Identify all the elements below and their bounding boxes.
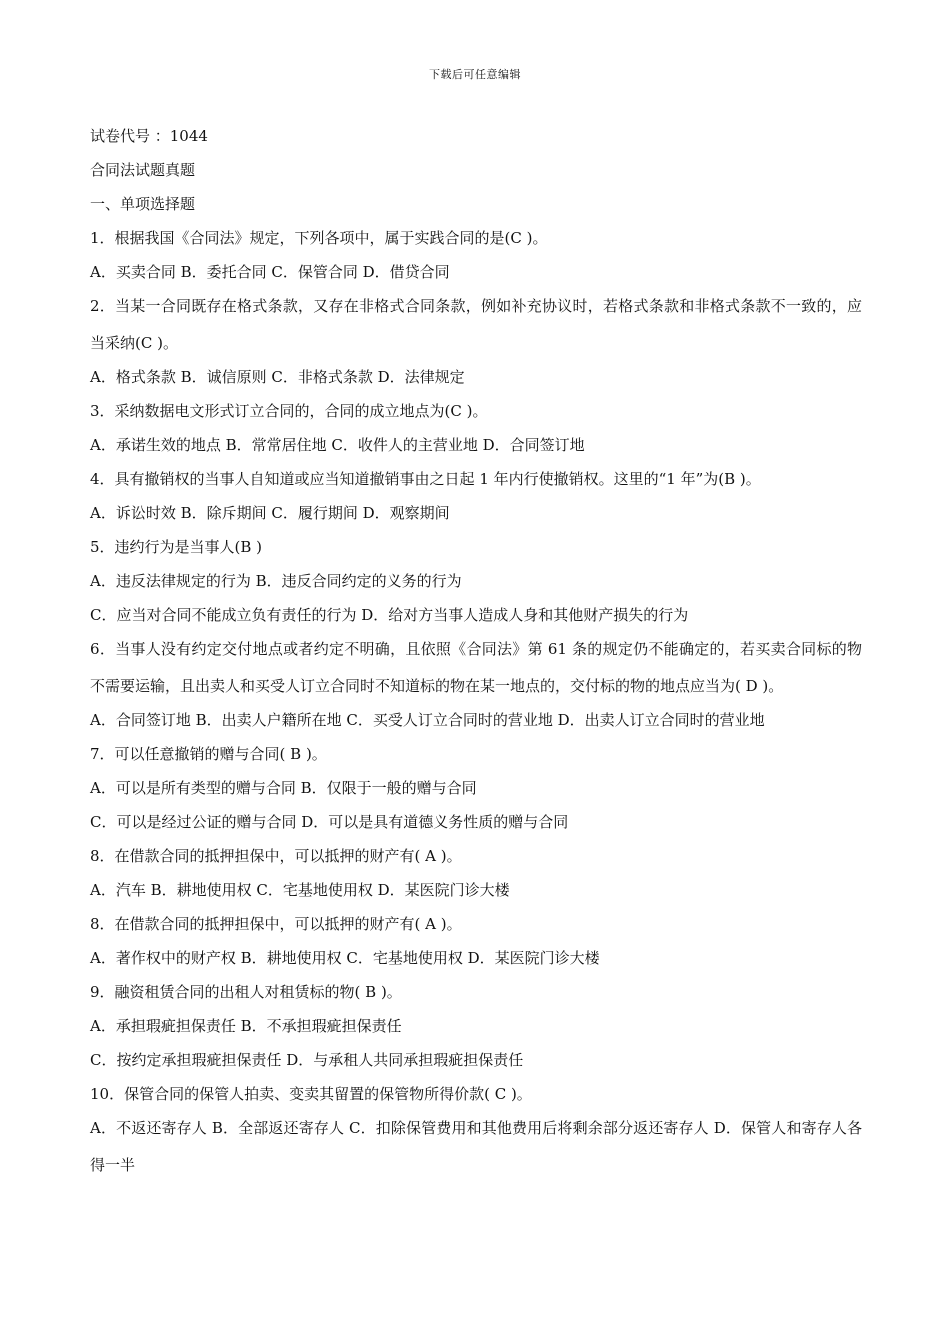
options-1: A．买卖合同 B．委托合同 C．保管合同 D．借贷合同 (90, 263, 450, 281)
options-9b: C．按约定承担瑕疵担保责任 D．与承租人共同承担瑕疵担保责任 (90, 1051, 524, 1069)
question-8b: 8．在借款合同的抵押担保中，可以抵押的财产有( A )。 (90, 915, 462, 933)
exam-code: 试卷代号 ：1044 (90, 127, 208, 145)
question-5: 5．违约行为是当事人(B ) (90, 538, 263, 556)
options-5a: A．违反法律规定的行为 B．违反合同约定的义务的行为 (90, 572, 462, 590)
question-3: 3．采纳数据电文形式订立合同的，合同的成立地点为(C )。 (90, 402, 488, 420)
options-7b: C．可以是经过公证的赠与合同 D．可以是具有道德义务性质的赠与合同 (90, 813, 569, 831)
question-10: 10．保管合同的保管人拍卖、变卖其留置的保管物所得价款( C )。 (90, 1085, 532, 1103)
options-10: A．不返还寄存人 B．全部返还寄存人 C．扣除保管费用和其他费用后将剩余部分返还寄存人 D．保管人和寄存人各得一半 (90, 1119, 862, 1174)
question-4: 4．具有撤销权的当事人自知道或应当知道撤销事由之日起 1 年内行使撤销权。这里的“1 年”为(B )。 (90, 470, 761, 488)
options-8b: A．著作权中的财产权 B．耕地使用权 C．宅基地使用权 D．某医院门诊大楼 (90, 949, 600, 967)
question-7: 7．可以任意撤销的赠与合同( B )。 (90, 745, 327, 763)
question-1: 1．根据我国《合同法》规定，下列各项中，属于实践合同的是(C )。 (90, 229, 548, 247)
options-4: A．诉讼时效 B．除斥期间 C．履行期间 D．观察期间 (90, 504, 450, 522)
question-8a: 8．在借款合同的抵押担保中，可以抵押的财产有( A )。 (90, 847, 462, 865)
page-header-note: 下载后可任意编辑 (429, 68, 521, 81)
question-2: 2．当某一合同既存在格式条款，又存在非格式合同条款，例如补充协议时，若格式条款和非格式条款不一致的，应当采纳(C )。 (90, 297, 862, 352)
options-9a: A．承担瑕疵担保责任 B．不承担瑕疵担保责任 (90, 1017, 402, 1035)
options-5b: C．应当对合同不能成立负有责任的行为 D．给对方当事人造成人身和其他财产损失的行为 (90, 606, 689, 624)
options-8a: A．汽车 B．耕地使用权 C．宅基地使用权 D．某医院门诊大楼 (90, 881, 510, 899)
options-6: A．合同签订地 B．出卖人户籍所在地 C．买受人订立合同时的营业地 D．出卖人订立合同时的营业地 (90, 711, 765, 729)
document-body (90, 124, 862, 1187)
document-title: 合同法试题真题 (90, 161, 196, 179)
options-3: A．承诺生效的地点 B．常常居住地 C．收件人的主营业地 D．合同签订地 (90, 436, 585, 454)
question-6: 6．当事人没有约定交付地点或者约定不明确，且依照《合同法》第 61 条的规定仍不能确定的，若买卖合同标的物不需要运输，且出卖人和买受人订立合同时不知道标的物在某一地点的，交付标的物的地点应当为( D )。 (90, 640, 862, 695)
options-2: A．格式条款 B．诚信原则 C．非格式条款 D．法律规定 (90, 368, 465, 386)
question-9: 9．融资租赁合同的出租人对租赁标的物( B )。 (90, 983, 402, 1001)
options-7a: A．可以是所有类型的赠与合同 B．仅限于一般的赠与合同 (90, 779, 477, 797)
section-heading: 一、单项选择题 (90, 195, 196, 213)
